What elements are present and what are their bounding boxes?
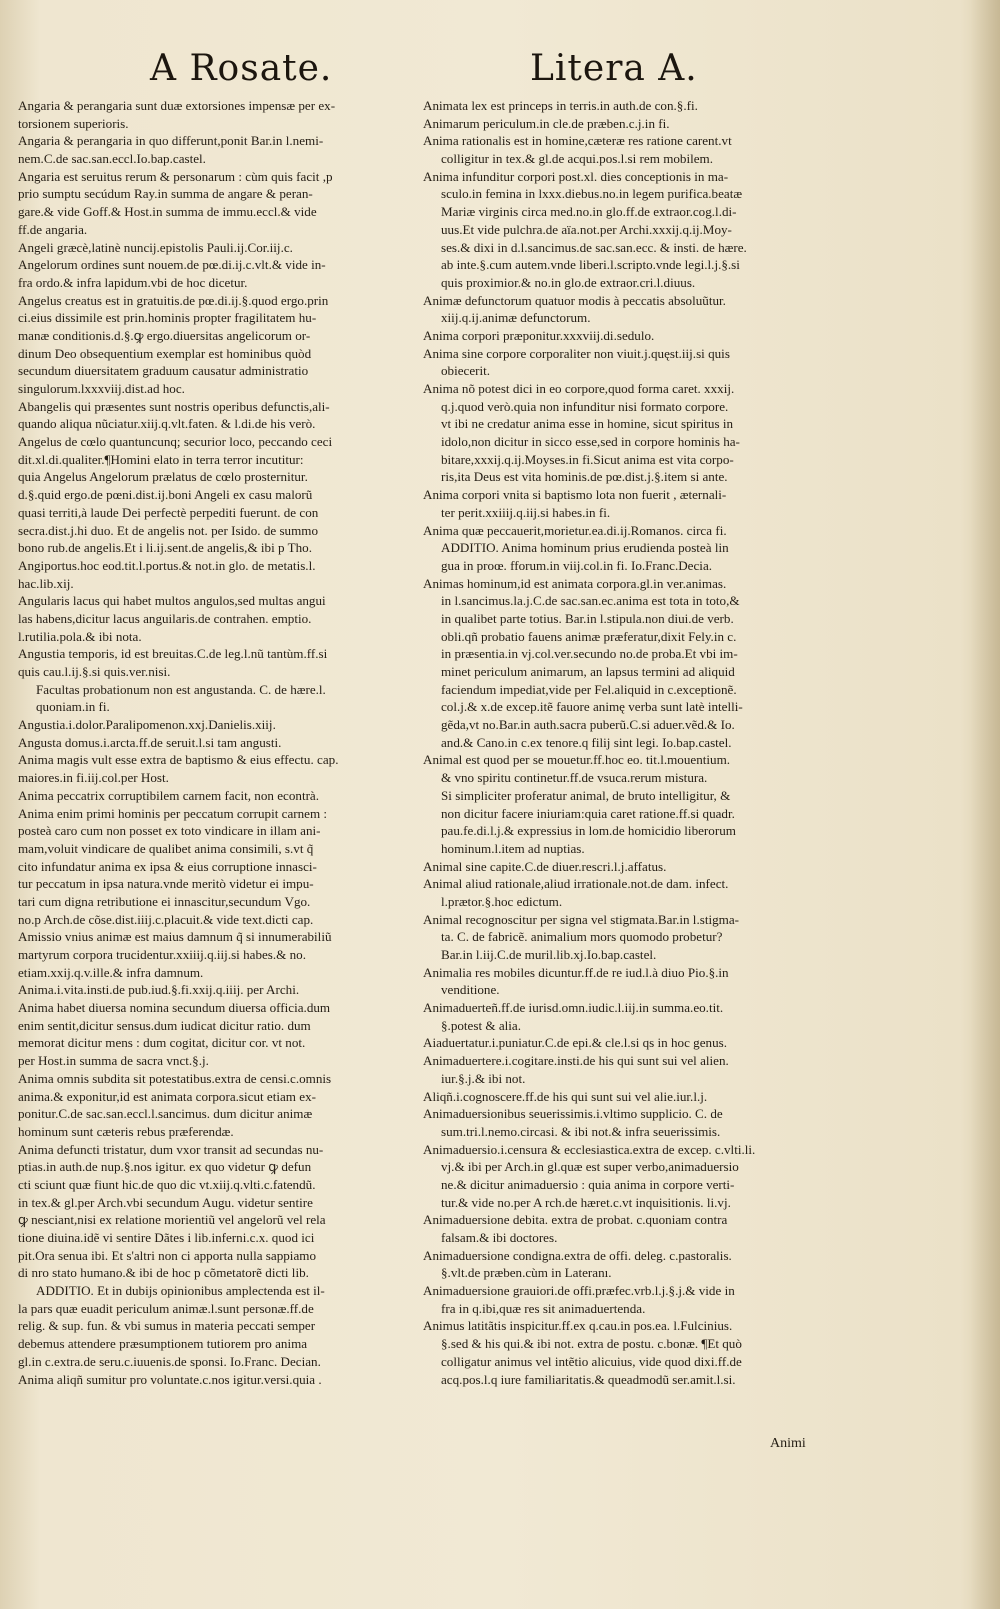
text-line: gl.in c.extra.de seru.c.iuuenis.de sponsi. Io.Franc. Decian. (18, 1353, 321, 1369)
catchword: Animi (770, 1436, 806, 1451)
text-line: las habens,dicitur lacus anguilaris.de contrahen. emptio. (18, 610, 312, 626)
text-line: ne.& dicitur animaduersio : quia anima in corpore verti- (441, 1176, 735, 1192)
text-line: Animas hominum,id est animata corpora.gl.in ver.animas. (423, 575, 727, 591)
text-line: Animus latitãtis inspicitur.ff.ex q.cau.in pos.ea. l.Fulcinius. (423, 1318, 733, 1334)
text-line: anima.& exponitur,id est animata corpora.sicut etiam ex- (18, 1088, 316, 1104)
text-line: bono rub.de angelis.Et i li.ij.sent.de angelis,& ibi p Tho. (18, 540, 312, 556)
text-line: falsam.& ibi doctores. (441, 1230, 558, 1245)
text-line: and.& Cano.in c.ex tenore.q filij sint legi. Io.bap.castel. (441, 734, 732, 750)
text-line: iur.§.j.& ibi not. (441, 1070, 526, 1086)
text-line: Aiaduertatur.i.puniatur.C.de epi.& cle.l.si qs in hoc genus. (423, 1035, 728, 1051)
text-line: secundum diuersitatem graduum causatur administratio (18, 363, 309, 379)
text-line: acq.pos.l.q iure familiaritatis.& queadmodũ ser.amit.l.si. (441, 1371, 736, 1387)
text-line: Angustia.i.dolor.Paralipomenon.xxj.Danielis.xiij. (18, 717, 276, 733)
text-line: Anima infunditur corpori post.xl. dies conceptionis in ma- (423, 168, 729, 184)
left-column (18, 97, 413, 1388)
text-line: Amissio vnius animæ est maius damnum q̃ si innumerabiliũ (18, 929, 332, 945)
text-line: vj.& ibi per Arch.in gl.quæ est super verbo,animaduersio (441, 1159, 739, 1175)
text-line: ff.de angaria. (18, 221, 88, 237)
text-line: Anima corpori præponitur.xxxviij.di.sedulo. (423, 327, 655, 343)
text-line: tione diuina.idẽ vi sentire Dãtes i lib.inferni.c.x. quod ici (18, 1230, 315, 1245)
text-line: Animal recognoscitur per signa vel stigmata.Bar.in l.stigma- (423, 911, 739, 927)
text-line: etiam.xxij.q.v.ille.& infra damnum. (18, 964, 204, 980)
text-line: Angusta domus.i.arcta.ff.de seruit.l.si tam angusti. (18, 734, 282, 750)
running-head-right: Litera A. (530, 48, 698, 89)
text-line: la pars quæ euadit periculum animæ.l.sunt personæ.ff.de (18, 1300, 314, 1316)
text-line: manæ conditionis.d.§.ꝙ ergo.diuersitas angelicorum or- (18, 327, 311, 343)
text-line: hac.lib.xij. (18, 575, 74, 591)
text-line: Anima quæ peccauerit,morietur.ea.di.ij.Romanos. circa fi. (423, 522, 727, 538)
text-line: fra ordo.& infra lapidum.vbi de hoc dicetur. (18, 274, 248, 290)
text-line: uus.Et vide pulchra.de aïa.not.per Archi.xxxij.q.ij.Moy- (441, 221, 732, 237)
text-line: Anima peccatrix corruptibilem carnem facit, non econtrà. (18, 787, 320, 803)
text-line: mam,voluit vindicare de qualibet anima consimili, s.vt q̃ (18, 840, 314, 856)
text-line: Animal aliud rationale,aliud irrationale.not.de dam. infect. (423, 876, 729, 892)
text-line: colligatur animus vel intẽtio alicuius, vide quod dixi.ff.de (441, 1353, 742, 1369)
text-line: Abangelis qui præsentes sunt nostris operibus defunctis,ali- (18, 398, 330, 414)
text-line: ris,ita Deus est vita hominis.de pœ.dist.j.§.item si ante. (441, 469, 728, 485)
text-line: obli.qñ probatio fauens animæ præferatur,dixit Fely.in c. (441, 628, 737, 644)
text-line: prio sumptu secúdum Ray.in summa de angare & peran- (18, 186, 313, 202)
text-line: Anima sine corpore corporaliter non viuit.j.quęst.iij.si quis (423, 345, 730, 361)
text-line: sculo.in femina in lxxx.diebus.no.in legem purifica.beatæ (441, 186, 743, 202)
text-line: torsionem superioris. (18, 115, 129, 131)
page-edge-stain (970, 0, 1000, 1609)
text-line: hominum sunt cæteris rebus præferendæ. (18, 1123, 234, 1139)
text-line: cti sciunt quæ fiunt hic.de quo dic vt.xiij.q.vlti.c.fatendũ. (18, 1176, 316, 1192)
text-line: Anima habet diuersa nomina secundum diuersa officia.dum (18, 1000, 331, 1016)
text-line: quia Angelus Angelorum prælatus de cœlo prosternitur. (18, 469, 308, 485)
text-line: Animaduerteñ.ff.de iurisd.omn.iudic.l.iij.in summa.eo.tit. (423, 1000, 724, 1016)
text-line: Angelus de cœlo quantuncunq; securior loco, peccando ceci (18, 434, 333, 450)
text-line: Anima defuncti tristatur, dum vxor transit ad secundas nu- (18, 1141, 324, 1157)
text-line: martyrum corpora trucidentur.xxiiij.q.iij.si habes.& no. (18, 947, 307, 962)
text-line: venditione. (441, 982, 500, 998)
text-line: Animarum periculum.in cle.de præben.c.j.in fi. (423, 115, 670, 131)
text-line: bitare,xxxij.q.ij.Moyses.in fi.Sicut anima est vita corpo- (441, 451, 734, 467)
text-line: Anima aliqñ sumitur pro voluntate.c.nos igitur.versi.quia . (18, 1371, 322, 1387)
text-line: Mariæ virginis circa med.no.in glo.ff.de extraor.cog.l.di- (441, 204, 737, 220)
text-line: q.j.quod verò.quia non infunditur nisi formato corpore. (441, 398, 729, 414)
text-line: Aliqñ.i.cognoscere.ff.de his qui sunt sui vel alie.iur.l.j. (423, 1088, 708, 1104)
text-line: ADDITIO. Et in dubijs opinionibus amplectenda est il- (36, 1283, 325, 1299)
text-line: quando aliqua nũciatur.xiij.q.vlt.faten. & l.di.de his verò. (18, 416, 316, 432)
text-line: §.vlt.de præben.cùm in Lateranı. (441, 1265, 612, 1281)
text-line: pau.fe.di.l.j.& expressius in lom.de homicidio liberorum (441, 823, 736, 839)
text-line: Animalia res mobiles dicuntur.ff.de re iud.l.à diuo Pio.§.in (423, 964, 729, 980)
text-line: ci.eius dissimile est prin.hominis propter fragilitatem hu- (18, 310, 317, 326)
text-line: Angelorum ordines sunt nouem.de pœ.di.ij.c.vlt.& vide in- (18, 257, 326, 273)
text-line: Animaduersionibus seuerissimis.i.vltimo supplicio. C. de (423, 1106, 723, 1122)
text-line: tur.& vide no.per A rch.de hæret.c.vt inquisitionis. li.vj. (441, 1194, 731, 1210)
text-line: Angaria & perangaria sunt duæ extorsiones impensæ per ex- (18, 98, 336, 113)
text-line: ponitur.C.de sac.san.eccl.l.sancimus. dum dicitur animæ (18, 1106, 313, 1122)
text-line: in præsentia.in vj.col.ver.secundo no.de proba.Et vbi im- (441, 646, 738, 662)
text-line: Animaduertere.i.cogitare.insti.de his qui sunt sui vel alien. (423, 1053, 729, 1069)
text-line: d.§.quid ergo.de pœni.dist.ij.boni Angeli ex casu malorũ (18, 487, 313, 503)
text-line: gẽda,vt no.Bar.in auth.sacra puberũ.C.si aduer.vẽd.& Io. (441, 717, 735, 733)
text-line: relig. & sup. fun. & vbi sumus in materia peccati semper (18, 1318, 316, 1334)
text-line: col.j.& x.de excep.itẽ fauore animę verba sunt latè intelli- (441, 699, 743, 715)
text-line: hominum.l.item ad nuptias. (441, 840, 585, 856)
text-line: gare.& vide Goff.& Host.in summa de immu.eccl.& vide (18, 204, 317, 220)
text-line: Animata lex est princeps in terris.in auth.de con.§.fi. (423, 98, 698, 113)
text-line: §.potest & alia. (441, 1017, 522, 1033)
right-column (423, 97, 823, 1388)
text-line: xiij.q.ij.animæ defunctorum. (441, 310, 591, 326)
text-line: Angustia temporis, id est breuitas.C.de leg.l.nũ tantùm.ff.si (18, 646, 328, 662)
text-line: Facultas probationum non est angustanda. C. de hære.l. (36, 681, 326, 697)
text-line: Animaduersione grauiori.de offi.præfec.vrb.l.j.§.j.& vide in (423, 1283, 735, 1299)
text-line: ses.& dixi in d.l.sancimus.de sac.san.ecc. & insti. de hære. (441, 239, 747, 255)
text-line: in tex.& gl.per Arch.vbi secundum Augu. videtur sentire (18, 1194, 313, 1210)
text-line: non dicitur facere iniuriam:quia caret ratione.ff.si quadr. (441, 805, 735, 821)
text-line: l.rutilia.pola.& ibi nota. (18, 628, 142, 644)
text-line: secra.dist.j.hi duo. Et de angelis not. per Isido. de summo (18, 522, 319, 538)
text-line: ab inte.§.cum autem.vnde liberi.l.scripto.vnde legi.l.j.§.si (441, 257, 740, 273)
text-line: Angeli græcè,latinè nuncij.epistolis Pauli.ij.Cor.iij.c. (18, 239, 293, 255)
text-line: Anima corpori vnita si baptismo lota non fuerit , æternali- (423, 487, 727, 503)
text-line: debemus attendere præsumptionem tutiorem pro anima (18, 1336, 308, 1352)
text-line: quoniam.in fi. (36, 699, 110, 715)
text-line: Angaria & perangaria in quo differunt,ponit Bar.in l.nemi- (18, 133, 324, 149)
text-line: Anima nõ potest dici in eo corpore,quod forma caret. xxxij. (423, 381, 735, 396)
text-line: quis proximior.& no.in glo.de extraor.cri.l.diuus. (441, 274, 696, 290)
text-line: memorat dicitur mens : dum cogitat, dicitur cor. vt not. (18, 1035, 306, 1051)
text-line: ptias.in auth.de nup.§.nos igitur. ex quo videtur ꝙ defun (18, 1159, 312, 1175)
text-line: enim sentit,dicitur sensus.dum iudicat dicitur ratio. dum (18, 1017, 311, 1033)
text-line: quasi territi,à laude Dei perfectè perpediti fuerunt. de con (18, 504, 319, 520)
text-line: singulorum.lxxxviij.dist.ad hoc. (18, 381, 185, 396)
text-line: sum.tri.l.nemo.circasi. & ibi not.& infra seuerissimis. (441, 1123, 721, 1139)
page-header (0, 48, 1000, 98)
text-line: Anima enim primi hominis per peccatum corrupit carnem : (18, 805, 328, 821)
text-line: & vno spiritu continetur.ff.de vsuca.rerum mistura. (441, 770, 708, 786)
text-line: tur peccatum in ipsa natura.vnde meritò videtur ei impu- (18, 876, 314, 892)
text-line: dinum Deo obsequentium exemplar est hominibus quòd (18, 345, 312, 361)
text-line: gua in proœ. fforum.in viij.col.in fi. Io.Franc.Decia. (441, 557, 713, 573)
text-line: tari cum digna retributione ei innascitur,secundum Vgo. (18, 893, 311, 909)
text-line: vt ibi ne credatur anima esse in homine, sicut spiritus in (441, 416, 734, 432)
text-line: faciendum impediat,vide per Fel.aliquid in c.exceptionẽ. (441, 681, 737, 697)
text-line: idolo,non dicitur in sicco esse,sed in corpore hominis ha- (441, 434, 740, 450)
text-line: maiores.in fi.iij.col.per Host. (18, 770, 169, 786)
text-line: Anima omnis subdita sit potestatibus.extra de censi.c.omnis (18, 1070, 332, 1086)
text-line: l.prætor.§.hoc edictum. (441, 893, 563, 909)
text-line: Angelus creatus est in gratuitis.de pœ.di.ij.§.quod ergo.prin (18, 292, 329, 308)
text-line: fra in q.ibi,quæ res sit animaduertenda. (441, 1300, 646, 1316)
text-line: Angularis lacus qui habet multos angulos,sed multas angui (18, 593, 326, 609)
text-line: Angiportus.hoc eod.tit.l.portus.& not.in glo. de metatis.l. (18, 557, 316, 573)
text-line: dit.xl.di.qualiter.¶Homini elato in terra terror incutitur: (18, 451, 304, 467)
text-line: ter perit.xxiiij.q.iij.si habes.in fi. (441, 504, 611, 520)
text-line: Animaduersione condigna.extra de offi. deleg. c.pastoralis. (423, 1247, 732, 1263)
text-line: nem.C.de sac.san.eccl.Io.bap.castel. (18, 151, 206, 167)
running-head-left: A Rosate. (150, 48, 333, 89)
text-line: quis cau.l.ij.§.si quis.ver.nisi. (18, 664, 171, 679)
text-line: Animaduersione debita. extra de probat. c.quoniam contra (423, 1212, 728, 1228)
text-line: Angaria est seruitus rerum & personarum : cùm quis facit ,p (18, 168, 333, 184)
text-line: Animal sine capite.C.de diuer.rescri.l.j.affatus. (423, 858, 667, 874)
text-line: posteà caro cum non posset ex toto vindicare in illam ani- (18, 823, 321, 839)
text-line: no.p Arch.de cõse.dist.iiij.c.placuit.& vide text.dicti cap. (18, 911, 314, 927)
text-line: ADDITIO. Anima hominum prius erudienda posteà lin (441, 540, 729, 556)
text-line: ta. C. de fabricẽ. animalium mors quomodo probetur? (441, 929, 723, 945)
text-line: pit.Ora senua ibi. Et s'altri non ci apporta nulla sappiamo (18, 1247, 316, 1263)
text-line: minet periculum animarum, an lapsus termini ad aliquid (441, 664, 735, 679)
text-line: Anima rationalis est in homine,cæteræ res ratione carent.vt (423, 133, 732, 149)
text-line: obiecerit. (441, 363, 491, 379)
text-line: Animal est quod per se mouetur.ff.hoc eo. tit.l.mouentium. (423, 752, 731, 768)
text-line: ꝙ nesciant,nisi ex relatione morientiũ vel angelorũ vel rela (18, 1212, 326, 1228)
text-line: per Host.in summa de sacra vnct.§.j. (18, 1053, 209, 1069)
text-line: in qualibet parte totius. Bar.in l.stipula.non diui.de verb. (441, 610, 734, 626)
text-line: colligitur in tex.& gl.de acqui.pos.l.si rem mobilem. (441, 151, 714, 167)
text-line: §.sed & his qui.& ibi not. extra de postu. c.bonæ. ¶Et quò (441, 1336, 742, 1352)
text-line: Animæ defunctorum quatuor modis à peccatis absoluũtur. (423, 292, 726, 308)
text-line: in l.sancimus.la.j.C.de sac.san.ec.anima est tota in toto,& (441, 593, 740, 609)
text-line: Si simpliciter proferatur animal, de bruto intelligitur, & (441, 787, 731, 803)
text-line: di nro stato humano.& ibi de hoc p cõmetatorẽ dicti lib. (18, 1265, 309, 1281)
text-line: cito infundatur anima ex ipsa & eius corruptione innasci- (18, 858, 317, 874)
text-line: Animaduersio.i.censura & ecclesiastica.extra de excep. c.vlti.li. (423, 1141, 756, 1157)
text-line: Bar.in l.iij.C.de muril.lib.xj.Io.bap.castel. (441, 947, 657, 962)
text-line: Anima.i.vita.insti.de pub.iud.§.fi.xxij.q.iiij. per Archi. (18, 982, 300, 998)
text-line: Anima magis vult esse extra de baptismo & eius effectu. cap. (18, 752, 339, 768)
